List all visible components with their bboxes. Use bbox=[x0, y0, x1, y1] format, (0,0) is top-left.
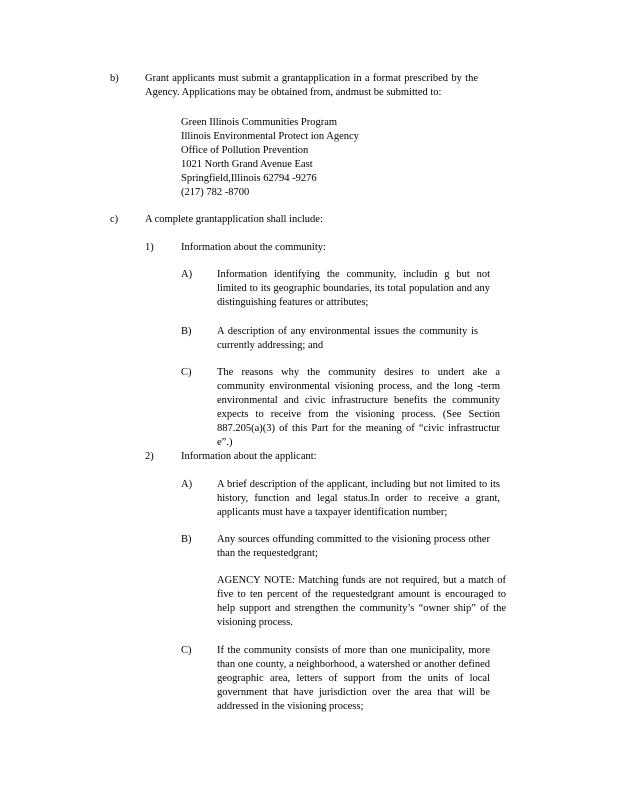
subparagraph-text: Information about the community: bbox=[181, 242, 326, 253]
clause-text: Any sources offunding committed to the visioning process other than the requestedgrant; bbox=[217, 534, 490, 559]
clause-label: C) bbox=[181, 645, 192, 656]
paragraph-text: A complete grantapplication shall include: bbox=[145, 214, 323, 225]
clause-label: B) bbox=[181, 326, 192, 337]
subparagraph-label: 2) bbox=[145, 451, 154, 462]
address-line: Office of Pollution Prevention bbox=[181, 145, 309, 156]
address-line: Green Illinois Communities Program bbox=[181, 117, 338, 128]
clause-label: A) bbox=[181, 269, 193, 280]
subparagraph-label: 1) bbox=[145, 242, 154, 253]
agency-note-text: AGENCY NOTE: Matching funds are not required, but a match of five to ten percent of the requestedgrant amount is encouraged to help support and strengthen the community’s “owner ship” of the visioning process. bbox=[217, 575, 506, 628]
clause-text: Information identifying the community, includin g but not limited to its geographic boundaries, its total population and any distinguishing features or attributes; bbox=[217, 269, 490, 308]
address-line: 1021 North Grand Avenue East bbox=[181, 159, 313, 170]
clause-label: A) bbox=[181, 479, 193, 490]
clause-label: B) bbox=[181, 534, 192, 545]
address-line: Springfield,Illinois 62794 -9276 bbox=[181, 173, 317, 184]
paragraph-label: c) bbox=[110, 214, 119, 225]
address-line: (217) 782 -8700 bbox=[181, 187, 250, 198]
address-line: Illinois Environmental Protect ion Agency bbox=[181, 131, 359, 142]
clause-text: The reasons why the community desires to undert ake a community environmental visioning process, and the long -term environmental and civic infrastructure benefits the community expects to receive from the visioning process. (See Section 887.205(a)(3) of this Part for the meaning of “civic infrastructur e”.) bbox=[217, 367, 500, 448]
clause-text: A brief description of the applicant, including but not limited to its history, function and legal status.In order to receive a grant, applicants must have a taxpayer identification number; bbox=[217, 479, 500, 518]
clause-text: If the community consists of more than one municipality, more than one county, a neighborhood, a watershed or another defined geographic area, letters of support from the units of local government that have jurisdiction over the area that will be addressed in the visioning process; bbox=[217, 645, 490, 712]
clause-text: A description of any environmental issues the community is currently addressing; and bbox=[217, 326, 478, 351]
subparagraph-text: Information about the applicant: bbox=[181, 451, 317, 462]
paragraph-text: Grant applicants must submit a grantapplication in a format prescribed by the Agency. Applications may be obtained from, andmust be submitted to: bbox=[145, 73, 478, 98]
clause-label: C) bbox=[181, 367, 192, 378]
paragraph-label: b) bbox=[110, 73, 119, 84]
